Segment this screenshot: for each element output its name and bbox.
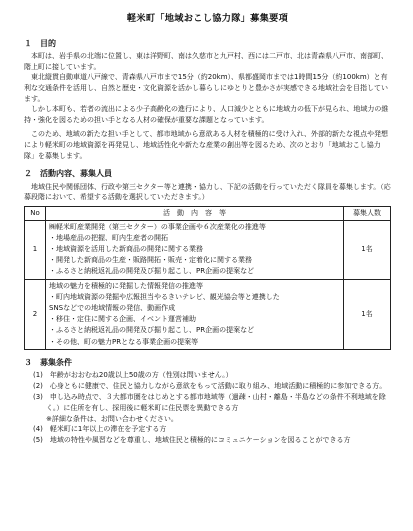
table-cell-count: 1名 [344,220,391,279]
condition-note: ※詳細な条件は、お問い合わせください。 [46,414,178,423]
table-cell-content [46,220,344,279]
condition-item: (2) 心身ともに健康で、住民と協力しながら意欲をもって活動に取り組み、地域活動に積極的に参加できる方。 [33,382,387,391]
table-header-content: 活 動 内 容 等 [46,206,344,220]
table-row [25,220,391,279]
activity-line: ・その他、町の魅力PRとなる事業企画の提案等 [49,337,199,346]
section-1-paragraph: しかし本町も、若者の流出による少子高齢化の進行により、人口減少とともに地域力の低下が見られ、地域力の維持・強化を図るための担い手となる人材の確保が重要な課題となっています。 [24,105,389,124]
section-3-heading: ３ 募集条件 [24,357,72,367]
table-cell-content [46,279,344,349]
activity-table [24,206,391,350]
table-cell-no: 1 [25,220,46,279]
table-cell-no: 2 [25,279,46,349]
table-header-no: No [25,206,46,220]
table-cell-count: 1名 [344,279,391,349]
table-header-count: 募集人数 [344,206,391,220]
condition-item: (5) 地域の特性や風習などを尊重し、地域住民と積極的にコミュニケーションを図ることができる方 [33,436,351,445]
section-1-paragraph: 本町は、岩手県の北端に位置し、東は洋野町、南は久慈市と九戸村、西には二戸市、北は青森県八戸市、南部町、階上町に接しています。 [24,52,388,71]
activity-line: ・開発した新商品の生産・販路開拓・販売・定着化に関する業務 [49,256,252,265]
page-title: 軽米町「地域おこし協力隊」募集要項 [126,13,289,24]
section-1-heading: １ 目的 [24,38,56,48]
condition-item: (3) 申し込み時点で、３大都市圏をはじめとする都市地域等（過疎・山村・離島・半島などの条件不利地域を除く。）に住所を有し、採用後に軽米町に住民票を異動できる方 [33,392,386,412]
condition-item: (1) 年齢がおおむね20歳以上50歳の方（性別は問いません。） [33,371,233,380]
activity-line: 地域の魅力を積極的に発掘した情報発信の推進等 [49,281,203,290]
section-2-paragraph: 地域住民や関係団体、行政や第三セクター等と連携・協力し、下記の活動を行っていただく隊員を募集します。（応募段階において、希望する活動を選択していただきます。） [24,182,391,202]
activity-line: ・ふるさと納税返礼品の開発及び掘り起こし、PR企画の提案など [49,267,255,276]
table-header-row [25,206,391,220]
activity-line: ・ふるさと納税返礼品の開発及び掘り起こし、PR企画の提案など [49,326,255,335]
section-2-heading: ２ 活動内容、募集人員 [24,169,112,179]
activity-line: ・町内地域資源の発掘や広報担当やるきいテレビ、観光協会等と連携した [49,292,280,301]
section-1-paragraph: 東北縦貫自動車道八戸線で、青森県八戸市まで15分（約20km）、県都盛岡市までは1時間15分（約100km）と有利な交通条件を活用し、自然と歴史・文化資源を活かし暮らしにゆとりと豊かさが実感できる地域社会を目指しています。 [24,73,388,103]
activity-line: SNSなどでの地域情報の発信、動画作成 [49,303,176,312]
activity-line: ㈱軽米町産業開発（第三セクター）の事業企画や６次産業化の推進等 [49,222,266,231]
table-row [25,279,391,349]
activity-line: ・地域資源を活用した新商品の開発に関する業務 [49,244,203,253]
activity-line: ・移住・定住に関する企画、イベント運営補助 [49,315,196,324]
condition-item: (4) 軽米町に1年以上の滞在を予定する方 [33,425,167,434]
section-1-paragraph: このため、地域の新たな担い手として、都市地域から意欲ある人材を積極的に受け入れ、外部的新たな視点や発想により軽米町の地域資源を再発見し、地域活性化や新たな産業の創出等を図るため、次のとおり「地域おこし協力隊」を募集します。 [24,130,388,160]
activity-line: ・地場産品の把握、町内生産者の開拓 [49,233,168,242]
